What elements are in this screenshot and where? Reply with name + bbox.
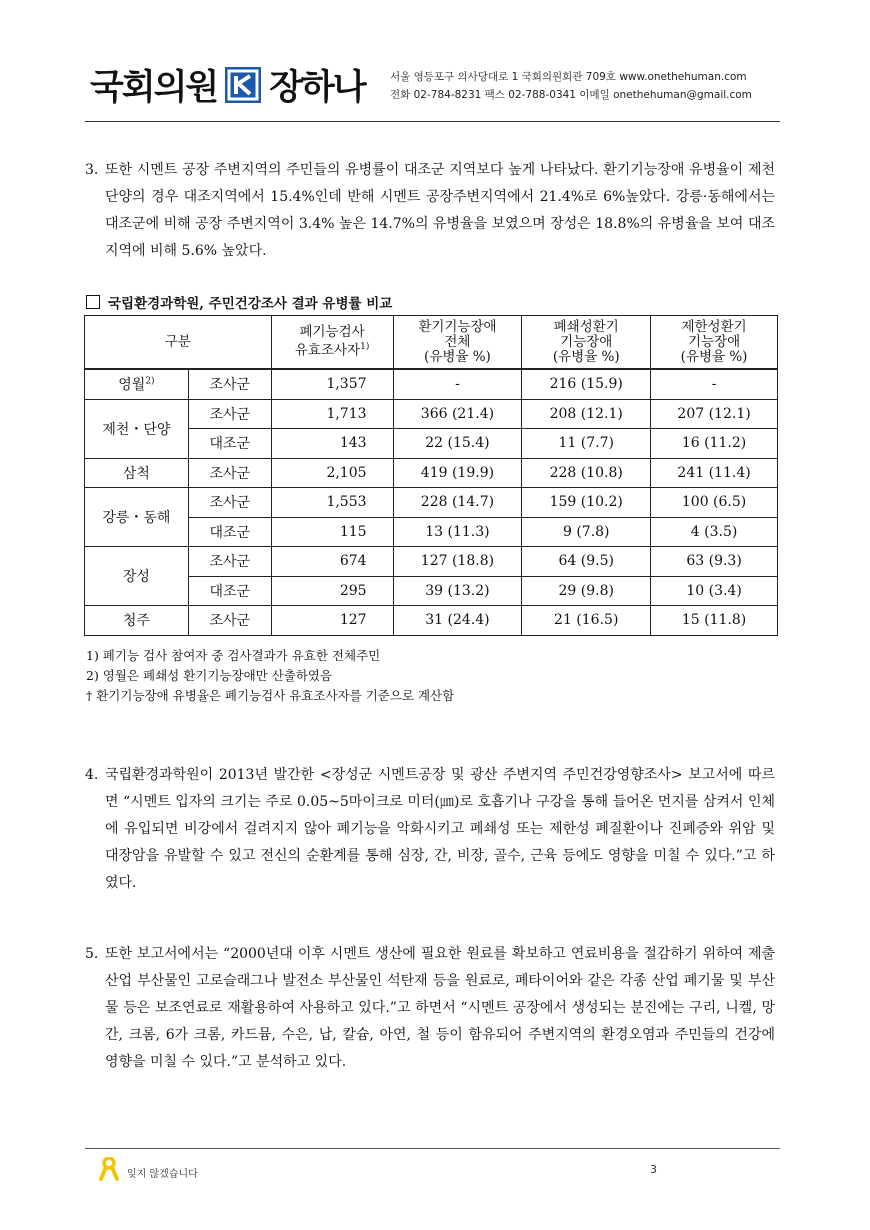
region-cell: 삼척 — [85, 458, 189, 488]
region-cell: 강릉・동해 — [85, 488, 189, 547]
table-row — [85, 606, 778, 636]
paragraph-4 — [85, 762, 775, 897]
total-cell: 31 (24.4) — [393, 606, 522, 636]
paragraph-text: 또한 시멘트 공장 주변지역의 주민들의 유병률이 대조군 지역보다 높게 나타났다. 환기기능장애 유병율이 제천단양의 경우 대조지역에서 15.4%인데 반해 시멘트 공장주변지역에서 21.4%로 6%높았다. 강릉·동해에서는 대조군에 비해 공장 주변지역이 3.4% 높은 14.7%의 유병율을 보였으며 장성은 18.8%의 유병율을 보여 대조지역에 비해 5.6% 높았다. — [105, 162, 775, 259]
paragraph-3 — [85, 157, 775, 265]
group-type-cell: 대조군 — [188, 576, 271, 606]
obstructive-cell: 11 (7.7) — [522, 429, 651, 459]
header-ventilatory-total: 환기기능장애 전체 (유병율 %) — [393, 316, 522, 370]
group-type-cell: 조사군 — [188, 399, 271, 429]
group-type-cell: 대조군 — [188, 429, 271, 459]
address-line: 서울 영등포구 의사당대로 1 국회의원회관 709호 www.onethehuman.com — [390, 71, 747, 83]
total-cell: 127 (18.8) — [393, 547, 522, 577]
restrictive-cell: 10 (3.4) — [651, 576, 778, 606]
table-row — [85, 399, 778, 429]
header-valid-subjects: 폐기능검사 유효조사자$^{1)}$ — [271, 316, 393, 370]
subjects-cell: 674 — [271, 547, 393, 577]
subjects-cell: 1,553 — [271, 488, 393, 518]
restrictive-cell: 63 (9.3) — [651, 547, 778, 577]
total-cell: 22 (15.4) — [393, 429, 522, 459]
table-row — [85, 517, 778, 547]
obstructive-cell: 64 (9.5) — [522, 547, 651, 577]
obstructive-cell: 216 (15.9) — [522, 369, 651, 399]
restrictive-cell: 241 (11.4) — [651, 458, 778, 488]
obstructive-cell: 21 (16.5) — [522, 606, 651, 636]
table-row — [85, 488, 778, 518]
subjects-cell: 143 — [271, 429, 393, 459]
restrictive-cell: 207 (12.1) — [651, 399, 778, 429]
table-row — [85, 458, 778, 488]
letterhead — [90, 58, 790, 106]
table-footnotes — [86, 646, 454, 706]
obstructive-cell: 208 (12.1) — [522, 399, 651, 429]
brand-mark-icon — [225, 67, 261, 103]
subjects-cell: 1,357 — [271, 369, 393, 399]
header-divider — [85, 121, 780, 122]
checkbox-square-icon — [86, 295, 100, 309]
subjects-cell: 2,105 — [271, 458, 393, 488]
obstructive-cell: 159 (10.2) — [522, 488, 651, 518]
group-type-cell: 조사군 — [188, 547, 271, 577]
table-title — [86, 292, 392, 312]
obstructive-cell: 29 (9.8) — [522, 576, 651, 606]
restrictive-cell: 4 (3.5) — [651, 517, 778, 547]
footnote-3: † 환기기능장애 유병율은 폐기능검사 유효조사자를 기준으로 계산함 — [86, 688, 455, 703]
restrictive-cell: 100 (6.5) — [651, 488, 778, 518]
region-cell: 영월$^{2)}$ — [85, 369, 189, 399]
header-group: 구분 — [85, 316, 272, 370]
subjects-cell: 295 — [271, 576, 393, 606]
contact-info — [390, 68, 752, 104]
paragraph-text: 국립환경과학원이 2013년 발간한 <장성군 시멘트공장 및 광산 주변지역 주민건강영향조사> 보고서에 따르면 “시멘트 입자의 크기는 주로 0.05~5마이크로 미터(㎛)로 호흡기나 구강을 통해 들어온 먼지를 삼켜서 인체에 유입되면 비강에서 걸려지지 않아 폐기능을 악화시키고 폐쇄성 또는 제한성 폐질환이나 진폐증와 위암 및 대장암을 유발할 수 있고 전신의 순환계를 통해 심장, 간, 비장, 골수, 근육 등에도 영향을 미칠 수 있다.”고 하였다. — [105, 767, 775, 891]
brand-title-right: 장하나 — [269, 68, 365, 108]
restrictive-cell: 16 (11.2) — [651, 429, 778, 459]
obstructive-cell: 9 (7.8) — [522, 517, 651, 547]
total-cell: 366 (21.4) — [393, 399, 522, 429]
paragraph-number: 4. — [85, 767, 99, 783]
paragraph-number: 3. — [85, 162, 99, 178]
region-cell: 제천・단양 — [85, 399, 189, 458]
contact-line: 전화 02-784-8231 팩스 02-788-0341 이메일 onethehuman@gmail.com — [390, 89, 752, 101]
yellow-ribbon-icon — [98, 1157, 120, 1185]
total-cell: 13 (11.3) — [393, 517, 522, 547]
total-cell: - — [393, 369, 522, 399]
subjects-cell: 1,713 — [271, 399, 393, 429]
total-cell: 228 (14.7) — [393, 488, 522, 518]
group-type-cell: 조사군 — [188, 458, 271, 488]
footer-slogan: 잊지 않겠습니다 — [127, 1169, 198, 1180]
table-title-text: 국립환경과학원, 주민건강조사 결과 유병률 비교 — [108, 296, 393, 312]
paragraph-number: 5. — [85, 946, 99, 962]
header-obstructive: 폐쇄성환기 기능장애 (유병율 %) — [522, 316, 651, 370]
table-row — [85, 547, 778, 577]
table-row — [85, 576, 778, 606]
total-cell: 419 (19.9) — [393, 458, 522, 488]
restrictive-cell: 15 (11.8) — [651, 606, 778, 636]
region-cell: 장성 — [85, 547, 189, 606]
page-number: 3 — [650, 1163, 657, 1176]
region-cell: 청주 — [85, 606, 189, 636]
brand-logo-text — [90, 60, 365, 110]
table-row — [85, 429, 778, 459]
paragraph-text: 또한 보고서에서는 “2000년대 이후 시멘트 생산에 필요한 원료를 확보하고 연료비용을 절감하기 위하여 제출산업 부산물인 고로슬래그나 발전소 부산물인 석탄재 등을 원료로, 폐타이어와 같은 각종 산업 폐기물 및 부산물 등은 보조연료로 재활용하여 사용하고 있다.”고 하면서 “시멘트 공장에서 생성되는 분진에는 구리, 니켈, 망간, 크롬, 6가 크롬, 카드뮴, 수은, 납, 칼슘, 아연, 철 등이 함유되어 주변지역의 환경오염과 주민들의 건강에 영향을 미칠 수 있다.”고 분석하고 있다. — [105, 946, 775, 1070]
group-type-cell: 조사군 — [188, 488, 271, 518]
restrictive-cell: - — [651, 369, 778, 399]
table-header-row — [85, 316, 778, 370]
subjects-cell: 115 — [271, 517, 393, 547]
obstructive-cell: 228 (10.8) — [522, 458, 651, 488]
header-restrictive: 제한성환기 기능장애 (유병율 %) — [651, 316, 778, 370]
footer-divider — [85, 1148, 780, 1149]
group-type-cell: 조사군 — [188, 606, 271, 636]
subjects-cell: 127 — [271, 606, 393, 636]
brand-title-left: 국회의원 — [90, 68, 218, 108]
total-cell: 39 (13.2) — [393, 576, 522, 606]
group-type-cell: 조사군 — [188, 369, 271, 399]
group-type-cell: 대조군 — [188, 517, 271, 547]
prevalence-table — [84, 315, 778, 636]
table-row — [85, 369, 778, 399]
paragraph-5 — [85, 941, 775, 1076]
footnote-2: 2) 영월은 폐쇄성 환기기능장애만 산출하였음 — [86, 668, 333, 683]
footnote-1: 1) 폐기능 검사 참여자 중 검사결과가 유효한 전체주민 — [86, 648, 381, 663]
